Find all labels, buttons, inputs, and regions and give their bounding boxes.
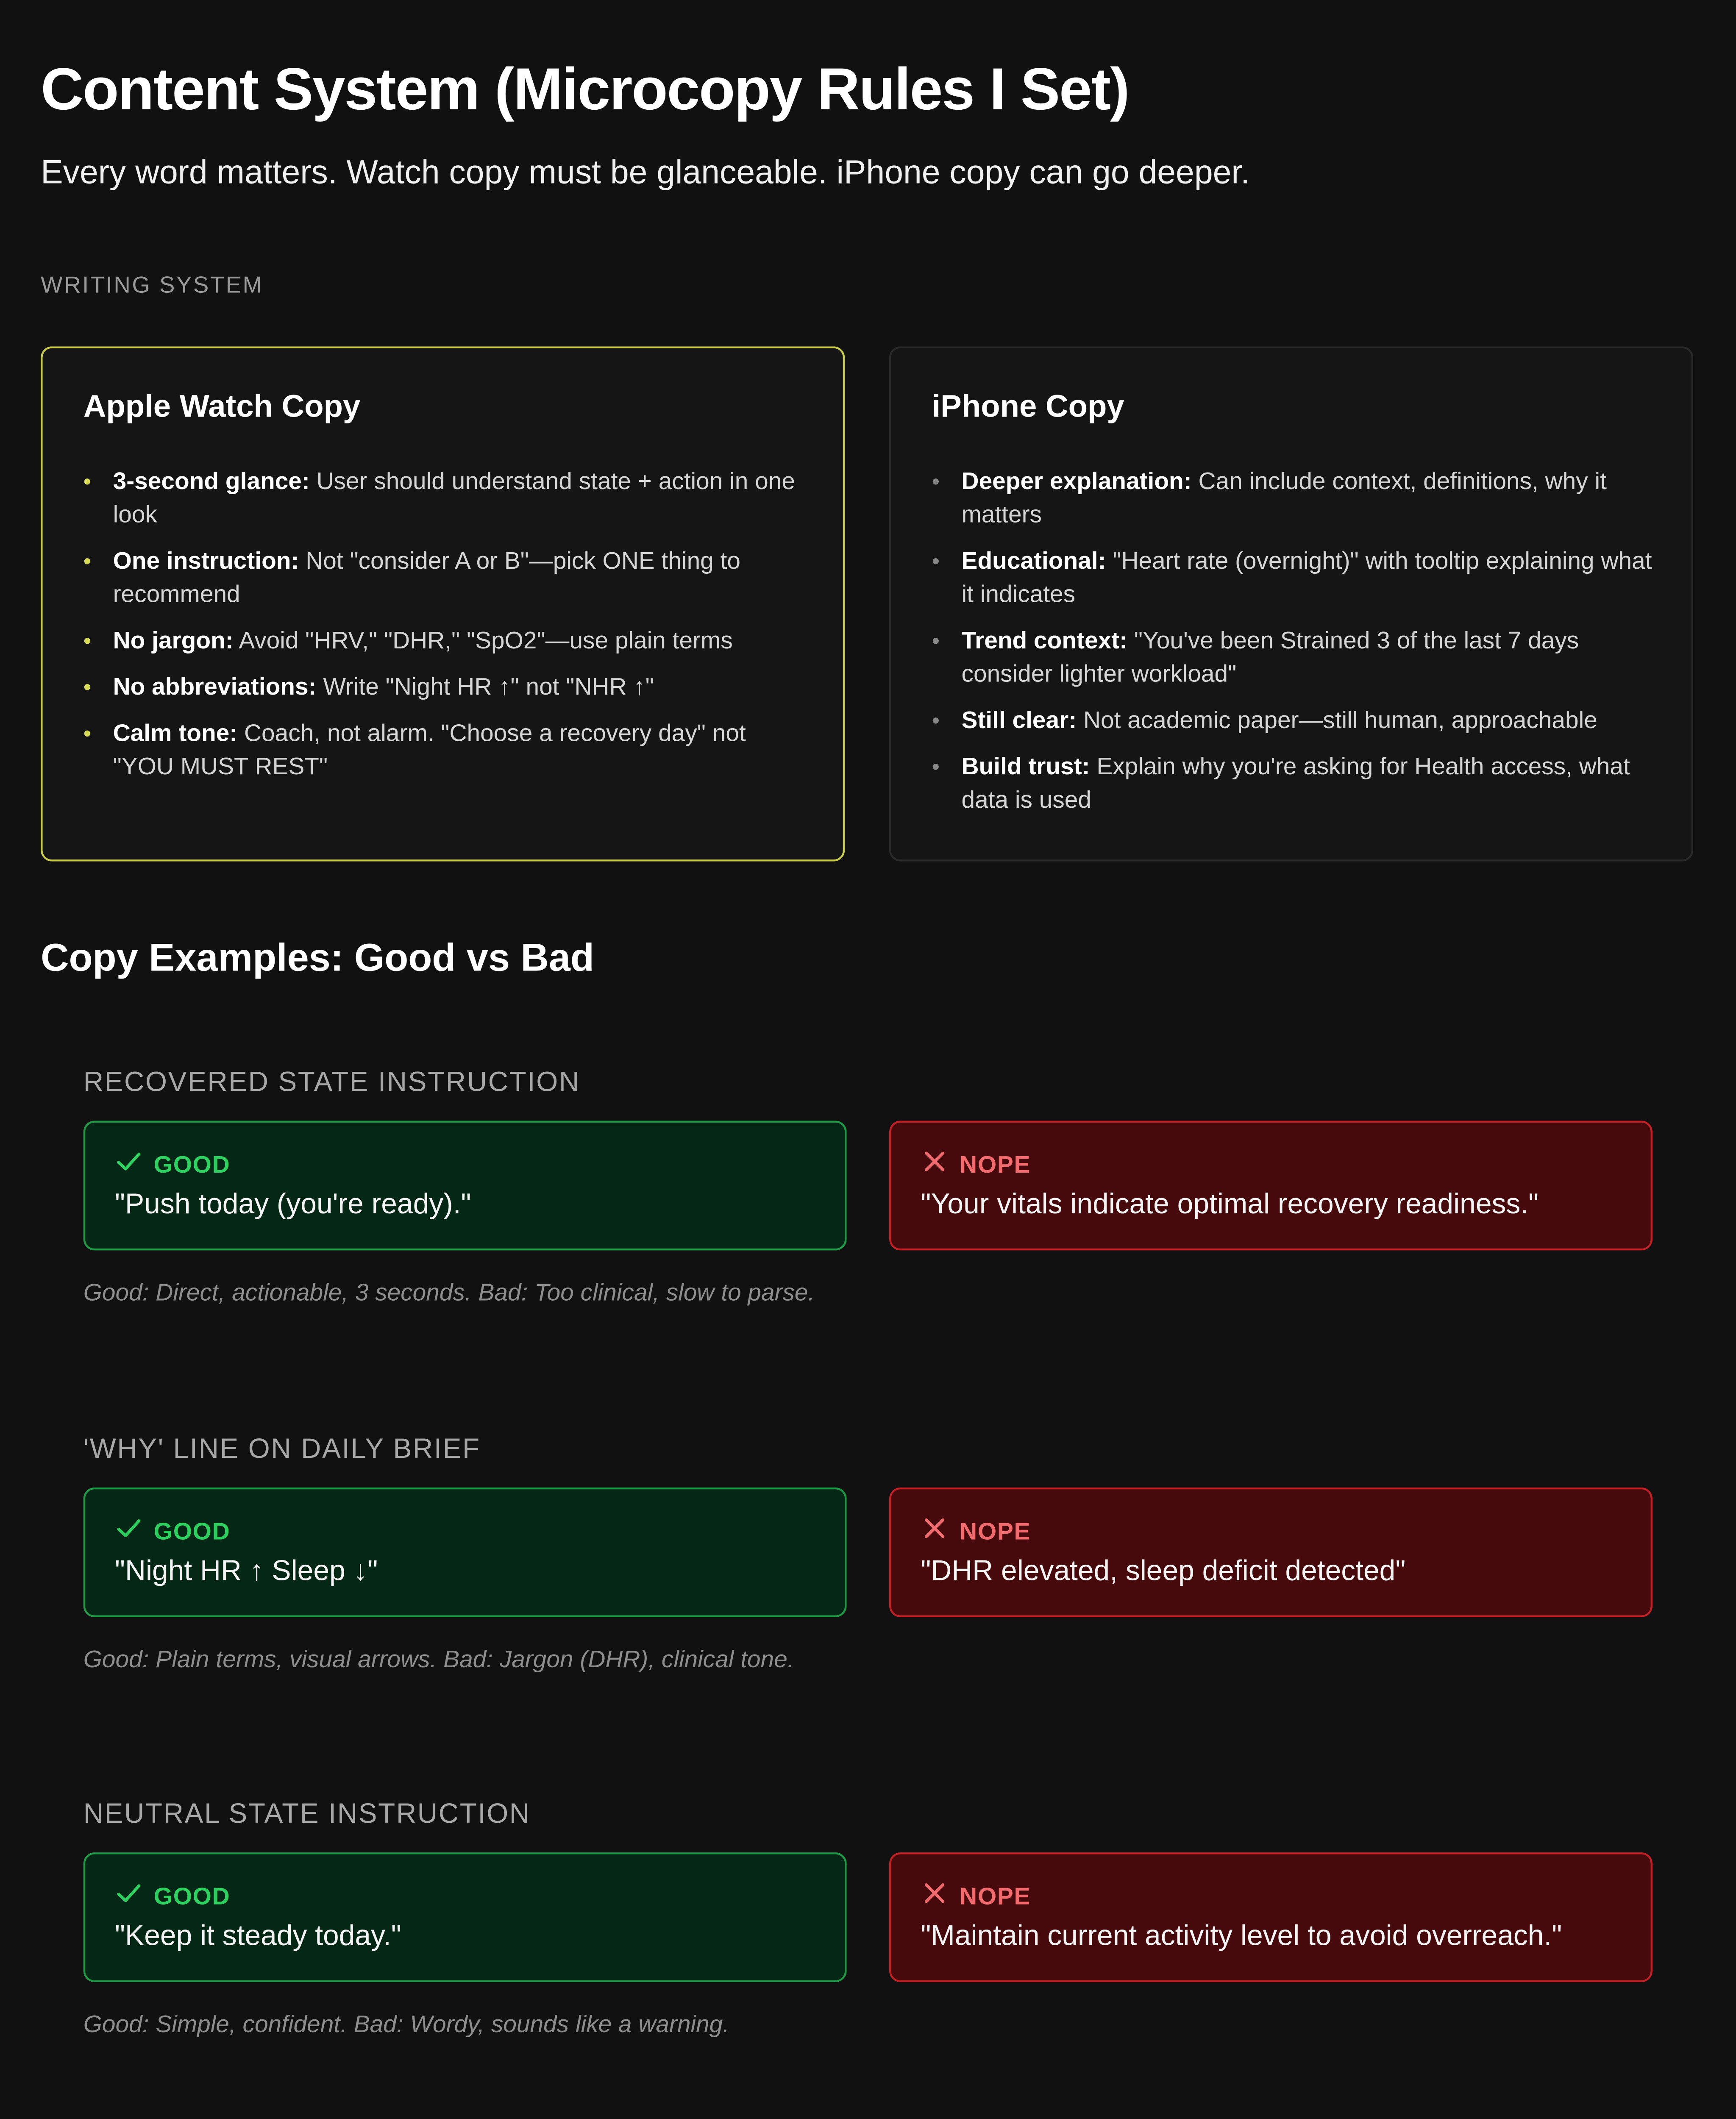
rule-text: Avoid "HRV," "DHR," "SpO2"—use plain terms bbox=[233, 626, 733, 654]
rule-item bbox=[932, 704, 1658, 737]
rule-text: User should understand state + action in one look bbox=[113, 467, 795, 528]
bullet-icon: • bbox=[932, 468, 940, 495]
bullet-icon: • bbox=[932, 707, 940, 734]
x-icon bbox=[921, 1882, 949, 1904]
bad-tag-label: NOPE bbox=[960, 1150, 1031, 1178]
section-label-writing-system: WRITING SYSTEM bbox=[41, 272, 264, 298]
example-note: Good: Direct, actionable, 3 seconds. Bad: Too clinical, slow to parse. bbox=[83, 1278, 815, 1306]
bullet-icon: • bbox=[83, 674, 92, 701]
bad-tag-label: NOPE bbox=[960, 1882, 1031, 1910]
example-label: RECOVERED STATE INSTRUCTION bbox=[83, 1067, 580, 1099]
rule-key: Deeper explanation: bbox=[961, 467, 1192, 495]
good-quote: "Keep it steady today." bbox=[115, 1921, 401, 1953]
example-label: NEUTRAL STATE INSTRUCTION bbox=[83, 1799, 531, 1830]
good-tag-label: GOOD bbox=[153, 1517, 231, 1545]
good-quote: "Night HR ↑ Sleep ↓" bbox=[115, 1556, 378, 1588]
rule-item bbox=[932, 624, 1658, 691]
example-label: 'WHY' LINE ON DAILY BRIEF bbox=[83, 1434, 481, 1466]
x-icon bbox=[921, 1150, 949, 1172]
example-note: Good: Plain terms, visual arrows. Bad: Jargon (DHR), clinical tone. bbox=[83, 1645, 794, 1673]
bad-tag bbox=[921, 1882, 1031, 1910]
bad-example-box bbox=[889, 1852, 1653, 1982]
page-subtitle: Every word matters. Watch copy must be glanceable. iPhone copy can go deeper. bbox=[41, 153, 1250, 191]
bullet-icon: • bbox=[83, 548, 92, 575]
rule-key: 3-second glance: bbox=[113, 467, 310, 495]
rule-text: "You've been Strained 3 of the last 7 days consider lighter workload" bbox=[961, 626, 1579, 687]
rule-text: Not "consider A or B"—pick ONE thing to recommend bbox=[113, 546, 740, 608]
check-icon bbox=[115, 1882, 143, 1904]
page-title: Content System (Microcopy Rules I Set) bbox=[41, 56, 1129, 122]
rule-key: Trend context: bbox=[961, 626, 1128, 654]
rule-item bbox=[932, 750, 1658, 817]
good-tag bbox=[115, 1150, 230, 1178]
bad-quote: "Maintain current activity level to avoid overreach." bbox=[921, 1921, 1562, 1953]
rule-text: Explain why you're asking for Health access, what data is used bbox=[961, 752, 1630, 813]
rule-item bbox=[83, 670, 810, 704]
good-tag bbox=[115, 1882, 230, 1910]
rule-list bbox=[932, 465, 1658, 830]
rule-text: Can include context, definitions, why it matters bbox=[961, 467, 1607, 528]
rule-item bbox=[83, 545, 810, 611]
examples-heading: Copy Examples: Good vs Bad bbox=[41, 937, 594, 980]
good-example-box bbox=[83, 1488, 847, 1617]
check-icon bbox=[115, 1150, 143, 1172]
bullet-icon: • bbox=[83, 720, 92, 747]
good-example-box bbox=[83, 1852, 847, 1982]
bad-tag bbox=[921, 1150, 1031, 1178]
bullet-icon: • bbox=[932, 628, 940, 654]
rule-key: No abbreviations: bbox=[113, 672, 317, 701]
bad-tag-label: NOPE bbox=[960, 1517, 1031, 1545]
check-icon bbox=[115, 1517, 143, 1539]
rule-text: "Heart rate (overnight)" with tooltip explaining what it indicates bbox=[961, 546, 1652, 608]
card-title: Apple Watch Copy bbox=[83, 389, 361, 424]
good-tag bbox=[115, 1517, 230, 1545]
rule-text: Coach, not alarm. "Choose a recovery day" not "YOU MUST REST" bbox=[113, 718, 746, 780]
rule-item bbox=[83, 624, 810, 658]
rule-item bbox=[932, 545, 1658, 611]
bad-example-box bbox=[889, 1488, 1653, 1617]
rule-key: One instruction: bbox=[113, 546, 299, 575]
example-recovered-state bbox=[83, 1067, 1655, 1363]
rule-key: Calm tone: bbox=[113, 718, 238, 747]
good-example-box bbox=[83, 1121, 847, 1250]
x-icon bbox=[921, 1517, 949, 1539]
bad-quote: "DHR elevated, sleep deficit detected" bbox=[921, 1556, 1406, 1588]
rule-text: Not academic paper—still human, approachable bbox=[1077, 706, 1597, 734]
bad-example-box bbox=[889, 1121, 1653, 1250]
rule-item bbox=[83, 465, 810, 531]
bad-quote: "Your vitals indicate optimal recovery readiness." bbox=[921, 1189, 1539, 1221]
bullet-icon: • bbox=[932, 754, 940, 780]
apple-watch-copy-card bbox=[41, 346, 845, 861]
rule-key: Educational: bbox=[961, 546, 1106, 575]
rule-key: Still clear: bbox=[961, 706, 1077, 734]
bullet-icon: • bbox=[83, 468, 92, 495]
rule-key: No jargon: bbox=[113, 626, 234, 654]
rule-text: Write "Night HR ↑" not "NHR ↑" bbox=[316, 672, 654, 701]
example-note: Good: Simple, confident. Bad: Wordy, sounds like a warning. bbox=[83, 2010, 730, 2038]
rule-key: Build trust: bbox=[961, 752, 1090, 780]
good-quote: "Push today (you're ready)." bbox=[115, 1189, 471, 1221]
good-tag-label: GOOD bbox=[153, 1150, 231, 1178]
bad-tag bbox=[921, 1517, 1031, 1545]
good-tag-label: GOOD bbox=[153, 1882, 231, 1910]
example-neutral-state bbox=[83, 1799, 1655, 2095]
bullet-icon: • bbox=[83, 628, 92, 654]
rule-item bbox=[932, 465, 1658, 531]
iphone-copy-card bbox=[889, 346, 1693, 861]
example-why-line bbox=[83, 1434, 1655, 1730]
rule-list bbox=[83, 465, 810, 796]
card-title: iPhone Copy bbox=[932, 389, 1124, 424]
bullet-icon: • bbox=[932, 548, 940, 575]
rule-item bbox=[83, 717, 810, 784]
